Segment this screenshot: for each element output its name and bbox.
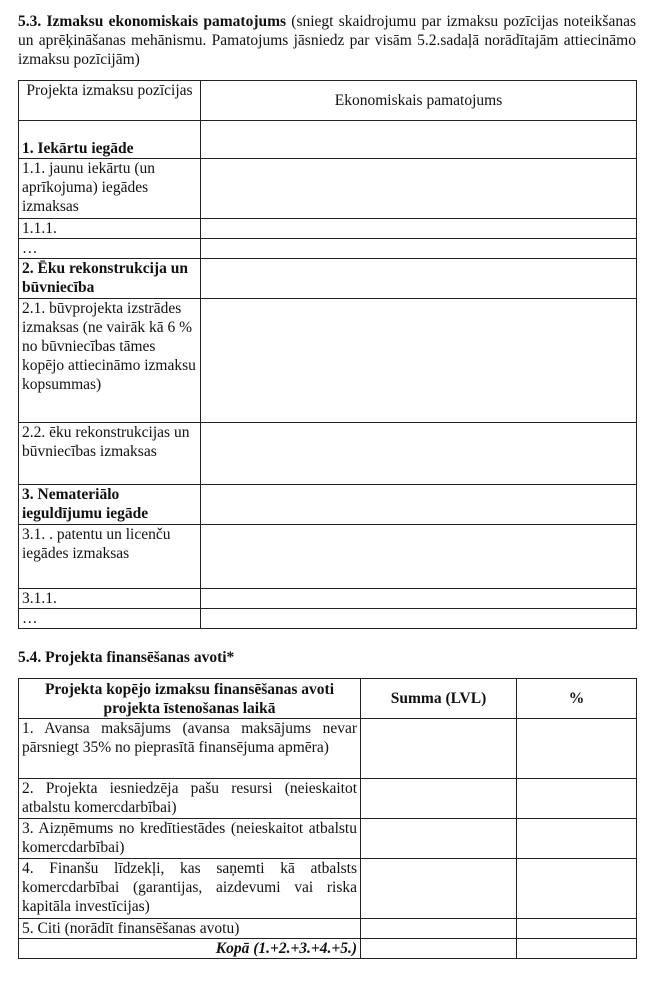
table-header-row — [19, 81, 637, 121]
percent-cell[interactable] — [517, 719, 637, 779]
amount-cell[interactable] — [361, 859, 517, 919]
justification-cell[interactable] — [201, 423, 637, 485]
justification-cell[interactable] — [201, 485, 637, 525]
column-header-funding-sources: Projekta kopējo izmaksu finansēšanas avoti projekta īstenošanas laikā — [19, 679, 361, 719]
amount-cell[interactable] — [361, 819, 517, 859]
justification-cell[interactable] — [201, 259, 637, 299]
cost-position-label: 3. Nemateriālo ieguldījumu iegāde — [19, 485, 201, 525]
amount-cell[interactable] — [361, 779, 517, 819]
funding-source-label: 2. Projekta iesniedzēja pašu resursi (neieskaitot atbalstu komercdarbībai) — [19, 779, 361, 819]
cost-position-label: 3.1.1. — [19, 589, 201, 609]
funding-sources-table — [18, 678, 637, 959]
cost-position-label: … — [19, 609, 201, 629]
amount-cell[interactable] — [361, 719, 517, 779]
table-row — [19, 121, 637, 159]
table-row — [19, 259, 637, 299]
table-row — [19, 719, 637, 779]
cost-position-label: 3.1. . patentu un licenču iegādes izmaksas — [19, 525, 201, 589]
total-amount-cell[interactable] — [361, 939, 517, 959]
percent-cell[interactable] — [517, 859, 637, 919]
total-label: Kopā (1.+2.+3.+4.+5.) — [19, 939, 361, 959]
table-row — [19, 779, 637, 819]
table-header-row — [19, 679, 637, 719]
cost-position-label: 1.1. jaunu iekārtu (un aprīkojuma) iegādes izmaksas — [19, 159, 201, 219]
section-5-3-description: (sniegt skaidrojumu par izmaksu pozīcijas noteikšanas un aprēķināšanas mehānismu. Pamatojums jāsniedz par visām 5.2.sadaļā norādītajām attiecināmo izmaksu pozīcijām) — [18, 13, 636, 68]
section-5-3-intro — [18, 12, 636, 69]
table-row — [19, 525, 637, 589]
total-percent-cell[interactable] — [517, 939, 637, 959]
justification-cell[interactable] — [201, 121, 637, 159]
table-row — [19, 819, 637, 859]
table-row-total — [19, 939, 637, 959]
table-row — [19, 919, 637, 939]
table-row — [19, 589, 637, 609]
column-header-economic-justification: Ekonomiskais pamatojums — [201, 81, 637, 121]
cost-position-label: 2.1. būvprojekta izstrādes izmaksas (ne vairāk kā 6 % no būvniecības tāmes kopējo attiecināmo izmaksu kopsummas) — [19, 299, 201, 423]
percent-cell[interactable] — [517, 779, 637, 819]
table-row — [19, 609, 637, 629]
cost-justification-table — [18, 80, 637, 629]
cost-position-label: 1. Iekārtu iegāde — [19, 121, 201, 159]
table-row — [19, 485, 637, 525]
justification-cell[interactable] — [201, 159, 637, 219]
cost-position-label: 2.2. ēku rekonstrukcijas un būvniecības izmaksas — [19, 423, 201, 485]
table-row — [19, 423, 637, 485]
justification-cell[interactable] — [201, 239, 637, 259]
table-row — [19, 239, 637, 259]
section-5-4-heading: 5.4. Projekta finansēšanas avoti* — [18, 649, 235, 666]
justification-cell[interactable] — [201, 219, 637, 239]
justification-cell[interactable] — [201, 589, 637, 609]
percent-cell[interactable] — [517, 919, 637, 939]
column-header-percent: % — [517, 679, 637, 719]
percent-cell[interactable] — [517, 819, 637, 859]
table-row — [19, 299, 637, 423]
funding-source-label: 1. Avansa maksājums (avansa maksājums nevar pārsniegt 35% no pieprasītā finansējuma apmēra) — [19, 719, 361, 779]
table-row — [19, 159, 637, 219]
section-5-3-heading: 5.3. Izmaksu ekonomiskais pamatojums — [18, 13, 287, 30]
funding-source-label: 5. Citi (norādīt finansēšanas avotu) — [19, 919, 361, 939]
justification-cell[interactable] — [201, 609, 637, 629]
funding-source-label: 3. Aizņēmums no kredītiestādes (neieskaitot atbalstu komercdarbībai) — [19, 819, 361, 859]
amount-cell[interactable] — [361, 919, 517, 939]
cost-position-label: … — [19, 239, 201, 259]
column-header-amount: Summa (LVL) — [361, 679, 517, 719]
justification-cell[interactable] — [201, 299, 637, 423]
justification-cell[interactable] — [201, 525, 637, 589]
table-row — [19, 219, 637, 239]
funding-source-label: 4. Finanšu līdzekļi, kas saņemti kā atbalsts komercdarbībai (garantijas, aizdevumi vai riska kapitāla investīcijas) — [19, 859, 361, 919]
cost-position-label: 2. Ēku rekonstrukcija un būvniecība — [19, 259, 201, 299]
cost-position-label: 1.1.1. — [19, 219, 201, 239]
table-row — [19, 859, 637, 919]
column-header-cost-positions: Projekta izmaksu pozīcijas — [19, 81, 201, 121]
